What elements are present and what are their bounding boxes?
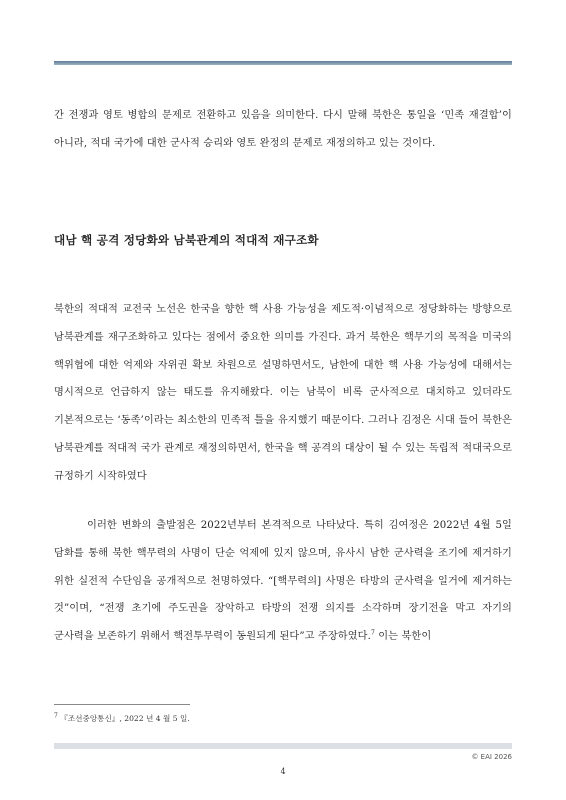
footnote-reference[interactable]: 7 [370, 629, 375, 637]
footnote-divider [54, 704, 190, 705]
paragraph-tail: 이는 북한이 [374, 631, 432, 643]
page-number: 4 [280, 767, 286, 776]
copyright-notice: © EAI 2026 [471, 753, 512, 761]
body-paragraph-1: 북한의 적대적 교전국 노선은 한국을 향한 핵 사용 가능성을 제도적·이념적으로 정당화하는 방향으로 남북관계를 재구조화하고 있다는 점에서 중요한 의미를 가진다. 과거 북한은 핵무기의 목적을 미국의 핵위협에 대한 억제와 자위권 확보 차원으로 설명하면서도, 남한에 대한 핵 사용 가능성에 대해서는 명시적으로 언급하지 않는 태도를 유지해왔다. 이는 남북이 비록 군사적으로 대치하고 있더라도 기본적으로는 ‘동족’이라는 최소한의 민족적 틀을 유지했기 때문이다. 그러나 김정은 시대 들어 북한은 남북관계를 적대적 국가 관계로 재정의하면서, 한국을 핵 공격의 대상이 될 수 있는 독립적 적대국으로 규정하기 시작하였다 [54, 304, 512, 482]
body-paragraph-continued: 간 전쟁과 영토 병합의 문제로 전환하고 있음을 의미한다. 다시 말해 북한은 통일을 ‘민족 재결합’이 아니라, 적대 국가에 대한 군사적 승리와 영토 완정의 문제로 재정의하고 있는 것이다. [54, 110, 512, 149]
header-rule [54, 61, 512, 65]
footer-band [54, 743, 512, 749]
section-heading: 대남 핵 공격 정당화와 남북관계의 적대적 재구조화 [54, 233, 319, 247]
footnote [54, 713, 190, 725]
body-paragraph-2 [54, 512, 512, 651]
footnote-marker: 7 [54, 712, 58, 720]
footnote-text: 『조선중앙통신』, 2022 년 4 월 5 일. [57, 714, 190, 723]
paragraph-text: 이러한 변화의 출발점은 2022년부터 본격적으로 나타났다. 특히 김여정은 2022년 4월 5일 담화를 통해 북한 핵무력의 사명이 단순 억제에 있지 않으며, 유사시 남한 군사력을 조기에 제거하기 위한 실전적 수단임을 공개적으로 천명하였다. “[핵무력의] 사명은 타방의 군사력을 일거에 제거하는 것”이며, “전쟁 초기에 주도권을 장악하고 타방의 전쟁 의지를 소각하며 장기전을 막고 자기의 군사력을 보존하기 위해서 핵전투무력이 동원되게 된다”고 주장하였다. [54, 520, 512, 643]
